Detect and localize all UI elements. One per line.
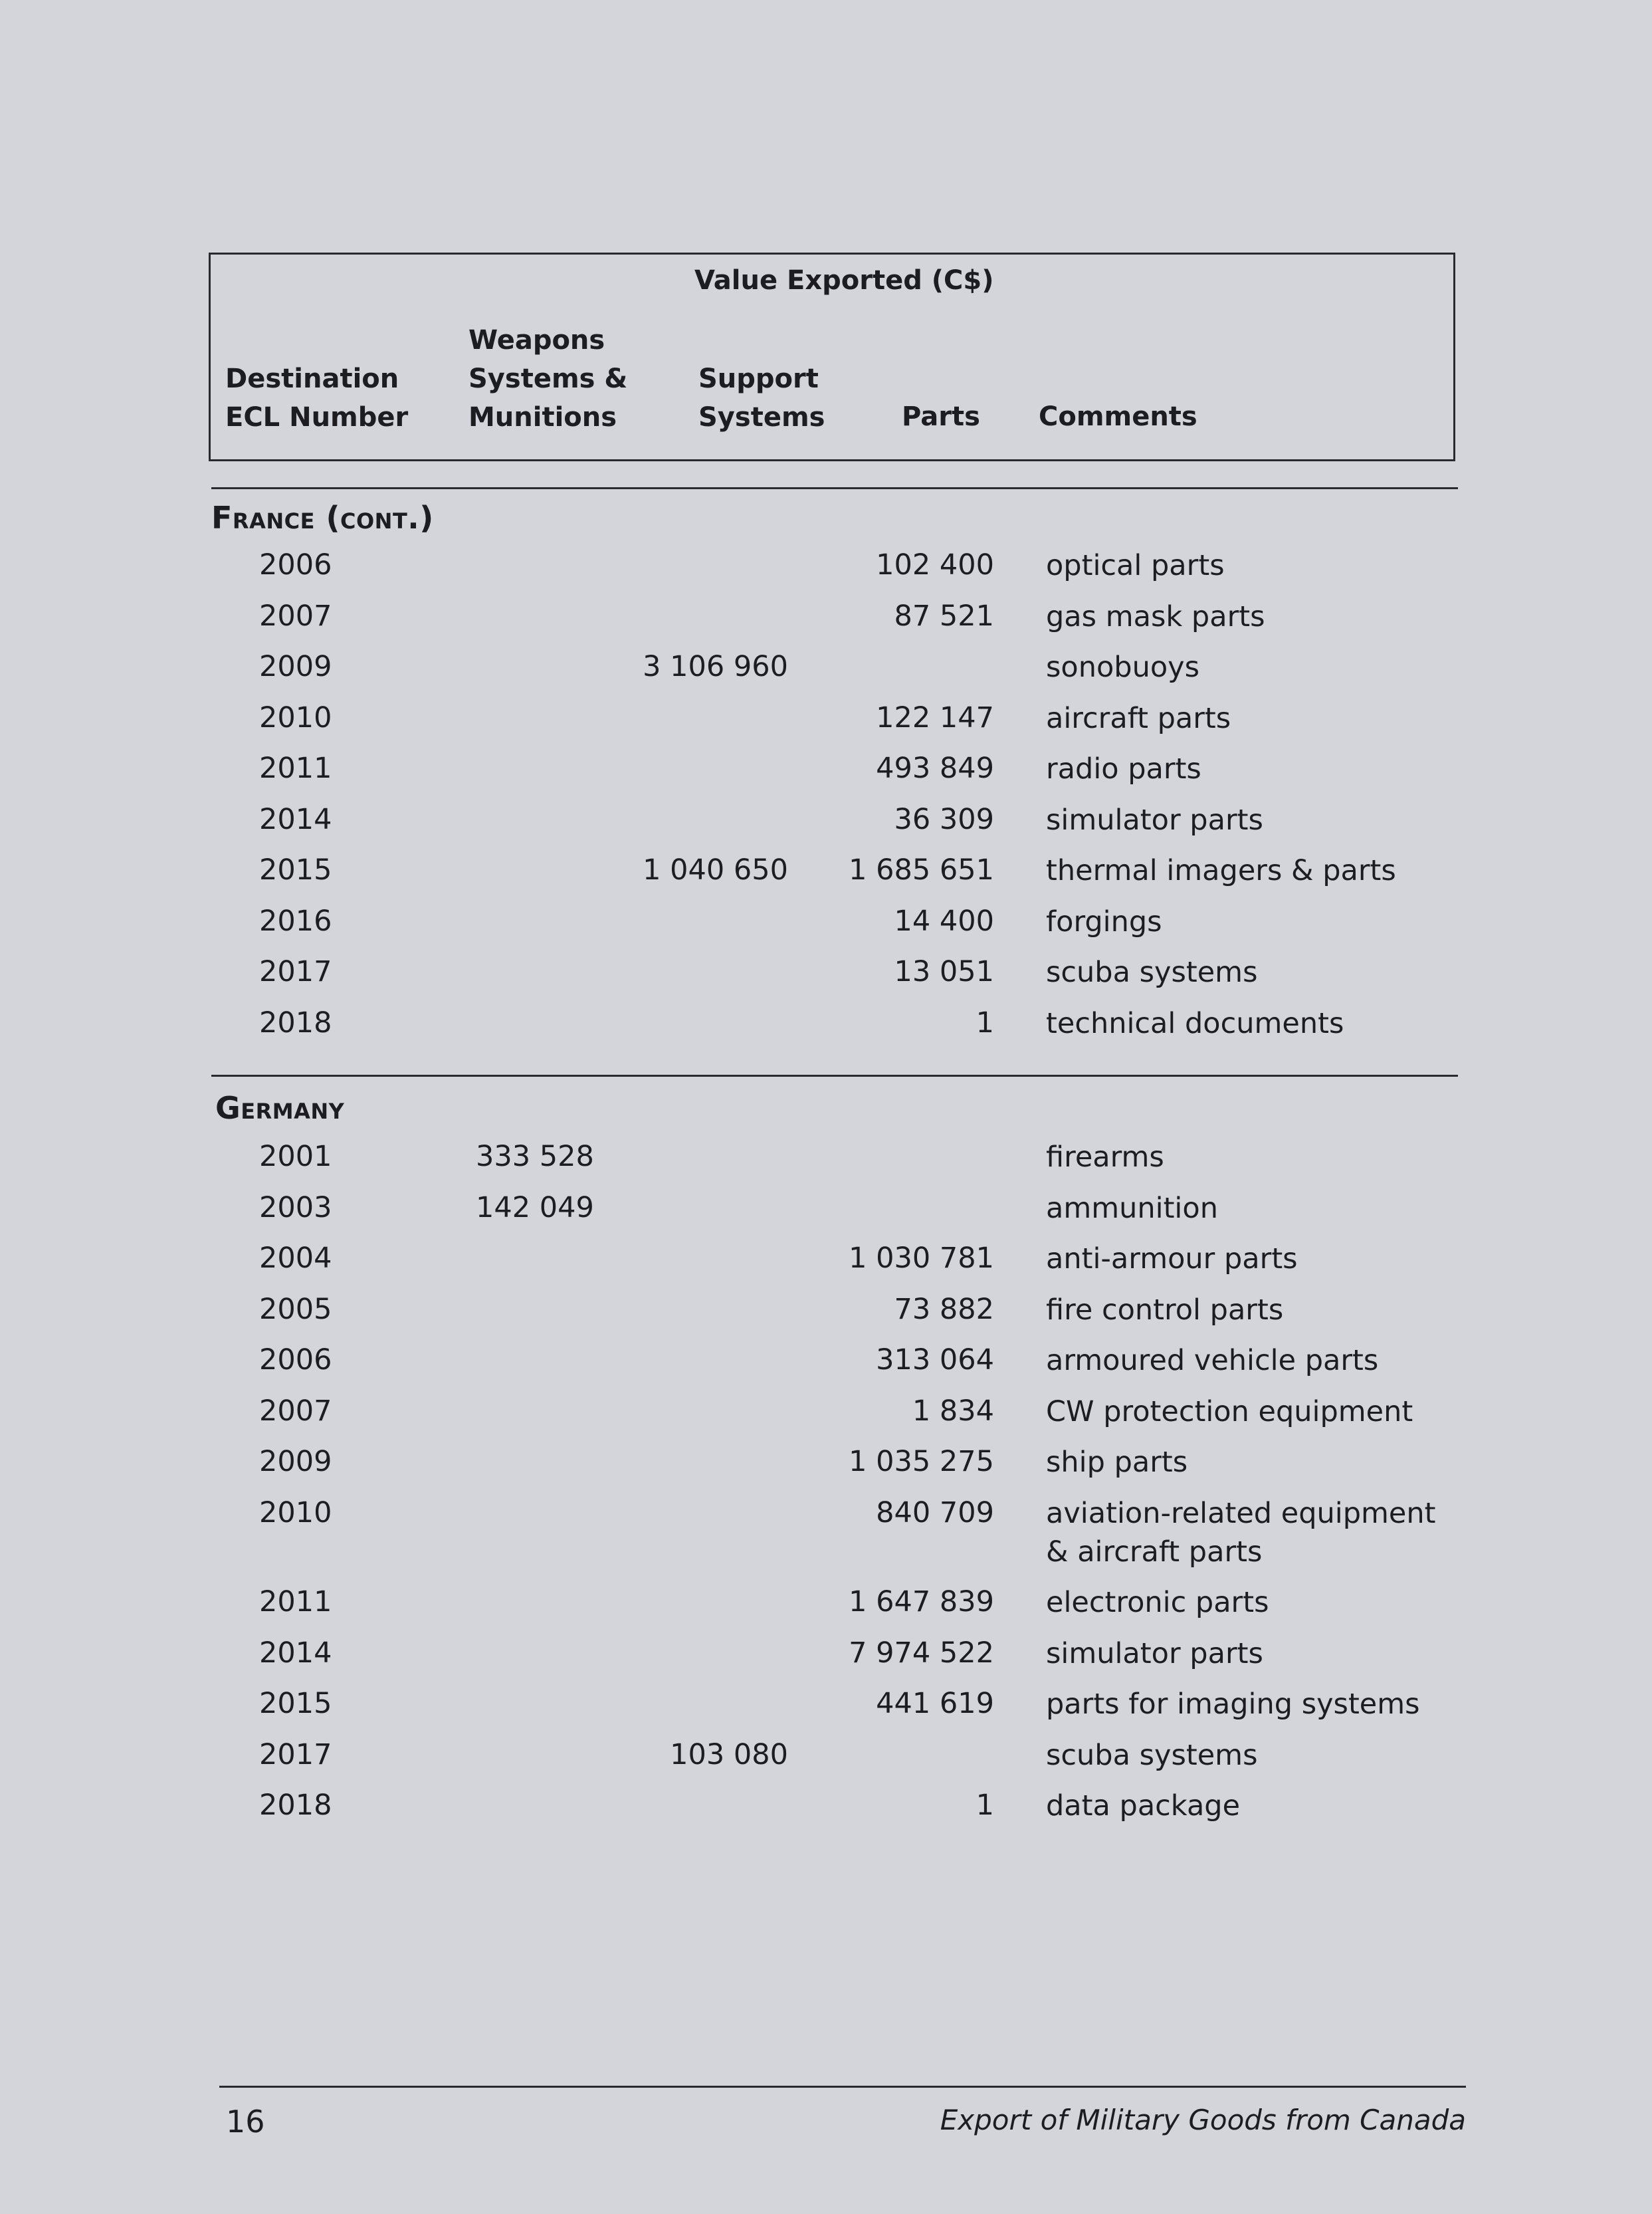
footer-divider [219, 2086, 1466, 2088]
table-row [0, 1341, 1652, 1392]
parts-value-cell: 1 035 275 [849, 1445, 994, 1478]
comment-cell: scuba systems [1046, 1738, 1258, 1772]
parts-value-cell: 102 400 [876, 548, 994, 582]
parts-value-cell: 36 309 [894, 802, 994, 836]
table-row [0, 648, 1652, 699]
year-cell: 2014 [259, 1636, 332, 1670]
year-cell: 2006 [259, 1343, 332, 1377]
year-cell: 2003 [259, 1190, 332, 1224]
weapons-column-header: Weapons Systems & Munitions [468, 325, 628, 433]
table-row [0, 1189, 1652, 1240]
comment-cell: forgings [1046, 905, 1162, 939]
year-cell: 2009 [259, 1445, 332, 1478]
table-row [0, 1494, 1652, 1569]
comment-cell: fire control parts [1046, 1293, 1284, 1327]
value-exported-heading: Value Exported (C$) [694, 265, 994, 296]
year-cell: 2018 [259, 1789, 332, 1822]
comment-cell: sonobuoys [1046, 651, 1199, 684]
weapons-value-cell: 333 528 [476, 1140, 594, 1173]
comment-cell: data package [1046, 1789, 1241, 1823]
comment-cell: aviation-related equipment & aircraft parts [1046, 1496, 1436, 1569]
comment-cell: technical documents [1046, 1006, 1344, 1040]
parts-value-cell: 1 834 [912, 1394, 994, 1428]
comment-cell: ammunition [1046, 1191, 1218, 1225]
table-row [0, 1291, 1652, 1341]
parts-value-cell: 1 030 781 [849, 1242, 994, 1275]
parts-value-cell: 840 709 [876, 1495, 994, 1529]
parts-value-cell: 1 [976, 1006, 994, 1040]
year-cell: 2007 [259, 599, 332, 633]
comment-cell: simulator parts [1046, 803, 1263, 837]
publication-title: Export of Military Goods from Canada [940, 2104, 1466, 2136]
comment-cell: thermal imagers & parts [1046, 854, 1396, 887]
parts-value-cell: 1 647 839 [849, 1585, 994, 1618]
page-number: 16 [226, 2104, 265, 2140]
year-cell: 2010 [259, 701, 332, 734]
support-value-cell: 103 080 [670, 1737, 788, 1771]
year-cell: 2014 [259, 802, 332, 836]
table-row [0, 1240, 1652, 1290]
table-header [209, 253, 1455, 461]
table-row [0, 851, 1652, 902]
support-value-cell: 1 040 650 [643, 853, 788, 887]
year-cell: 2011 [259, 752, 332, 785]
table-row [0, 546, 1652, 597]
table-row [0, 1634, 1652, 1685]
comment-cell: ship parts [1046, 1446, 1188, 1479]
parts-value-cell: 13 051 [894, 955, 994, 988]
year-cell: 2015 [259, 1687, 332, 1720]
comment-cell: firearms [1046, 1141, 1164, 1174]
comment-cell: optical parts [1046, 549, 1225, 582]
section-divider [211, 487, 1458, 489]
parts-value-cell: 7 974 522 [849, 1636, 994, 1670]
parts-value-cell: 441 619 [876, 1687, 994, 1720]
table-row [0, 1004, 1652, 1055]
table-row [0, 750, 1652, 800]
table-row [0, 953, 1652, 1004]
table-row [0, 903, 1652, 953]
support-column-header: Support Systems [698, 364, 825, 433]
comment-cell: armoured vehicle parts [1046, 1344, 1379, 1377]
table-row [0, 1736, 1652, 1787]
parts-value-cell: 14 400 [894, 904, 994, 938]
section-divider [211, 1075, 1458, 1077]
table-row [0, 1443, 1652, 1494]
table-row [0, 1138, 1652, 1188]
year-cell: 2005 [259, 1292, 332, 1326]
comment-cell: scuba systems [1046, 956, 1258, 989]
year-cell: 2017 [259, 1737, 332, 1771]
comment-cell: electronic parts [1046, 1586, 1269, 1619]
year-cell: 2018 [259, 1006, 332, 1040]
support-value-cell: 3 106 960 [643, 650, 788, 683]
year-cell: 2016 [259, 904, 332, 938]
parts-value-cell: 1 [976, 1789, 994, 1822]
parts-column-header: Parts [902, 401, 980, 432]
parts-value-cell: 73 882 [894, 1292, 994, 1326]
year-cell: 2006 [259, 548, 332, 582]
year-cell: 2007 [259, 1394, 332, 1428]
parts-value-cell: 87 521 [894, 599, 994, 633]
table-row [0, 1392, 1652, 1443]
comment-cell: radio parts [1046, 752, 1201, 786]
parts-value-cell: 313 064 [876, 1343, 994, 1377]
year-cell: 2015 [259, 853, 332, 887]
table-row [0, 1685, 1652, 1735]
comment-cell: CW protection equipment [1046, 1394, 1413, 1428]
comments-column-header: Comments [1039, 401, 1197, 432]
year-cell: 2004 [259, 1242, 332, 1275]
year-cell: 2017 [259, 955, 332, 988]
year-cell: 2011 [259, 1585, 332, 1618]
table-row [0, 699, 1652, 750]
section-title: France (cont.) [211, 500, 434, 536]
table-row [0, 1583, 1652, 1634]
table-row [0, 1787, 1652, 1837]
destination-column-header: Destination ECL Number [225, 364, 409, 433]
section-title: Germany [215, 1090, 345, 1126]
year-cell: 2010 [259, 1495, 332, 1529]
comment-cell: anti-armour parts [1046, 1242, 1298, 1275]
comment-cell: aircraft parts [1046, 701, 1231, 735]
table-row [0, 598, 1652, 648]
parts-value-cell: 493 849 [876, 752, 994, 785]
parts-value-cell: 1 685 651 [849, 853, 994, 887]
weapons-value-cell: 142 049 [476, 1190, 594, 1224]
comment-cell: simulator parts [1046, 1636, 1263, 1670]
comment-cell: gas mask parts [1046, 600, 1265, 633]
comment-cell: parts for imaging systems [1046, 1688, 1420, 1721]
year-cell: 2009 [259, 650, 332, 683]
year-cell: 2001 [259, 1140, 332, 1173]
table-row [0, 801, 1652, 851]
parts-value-cell: 122 147 [876, 701, 994, 734]
